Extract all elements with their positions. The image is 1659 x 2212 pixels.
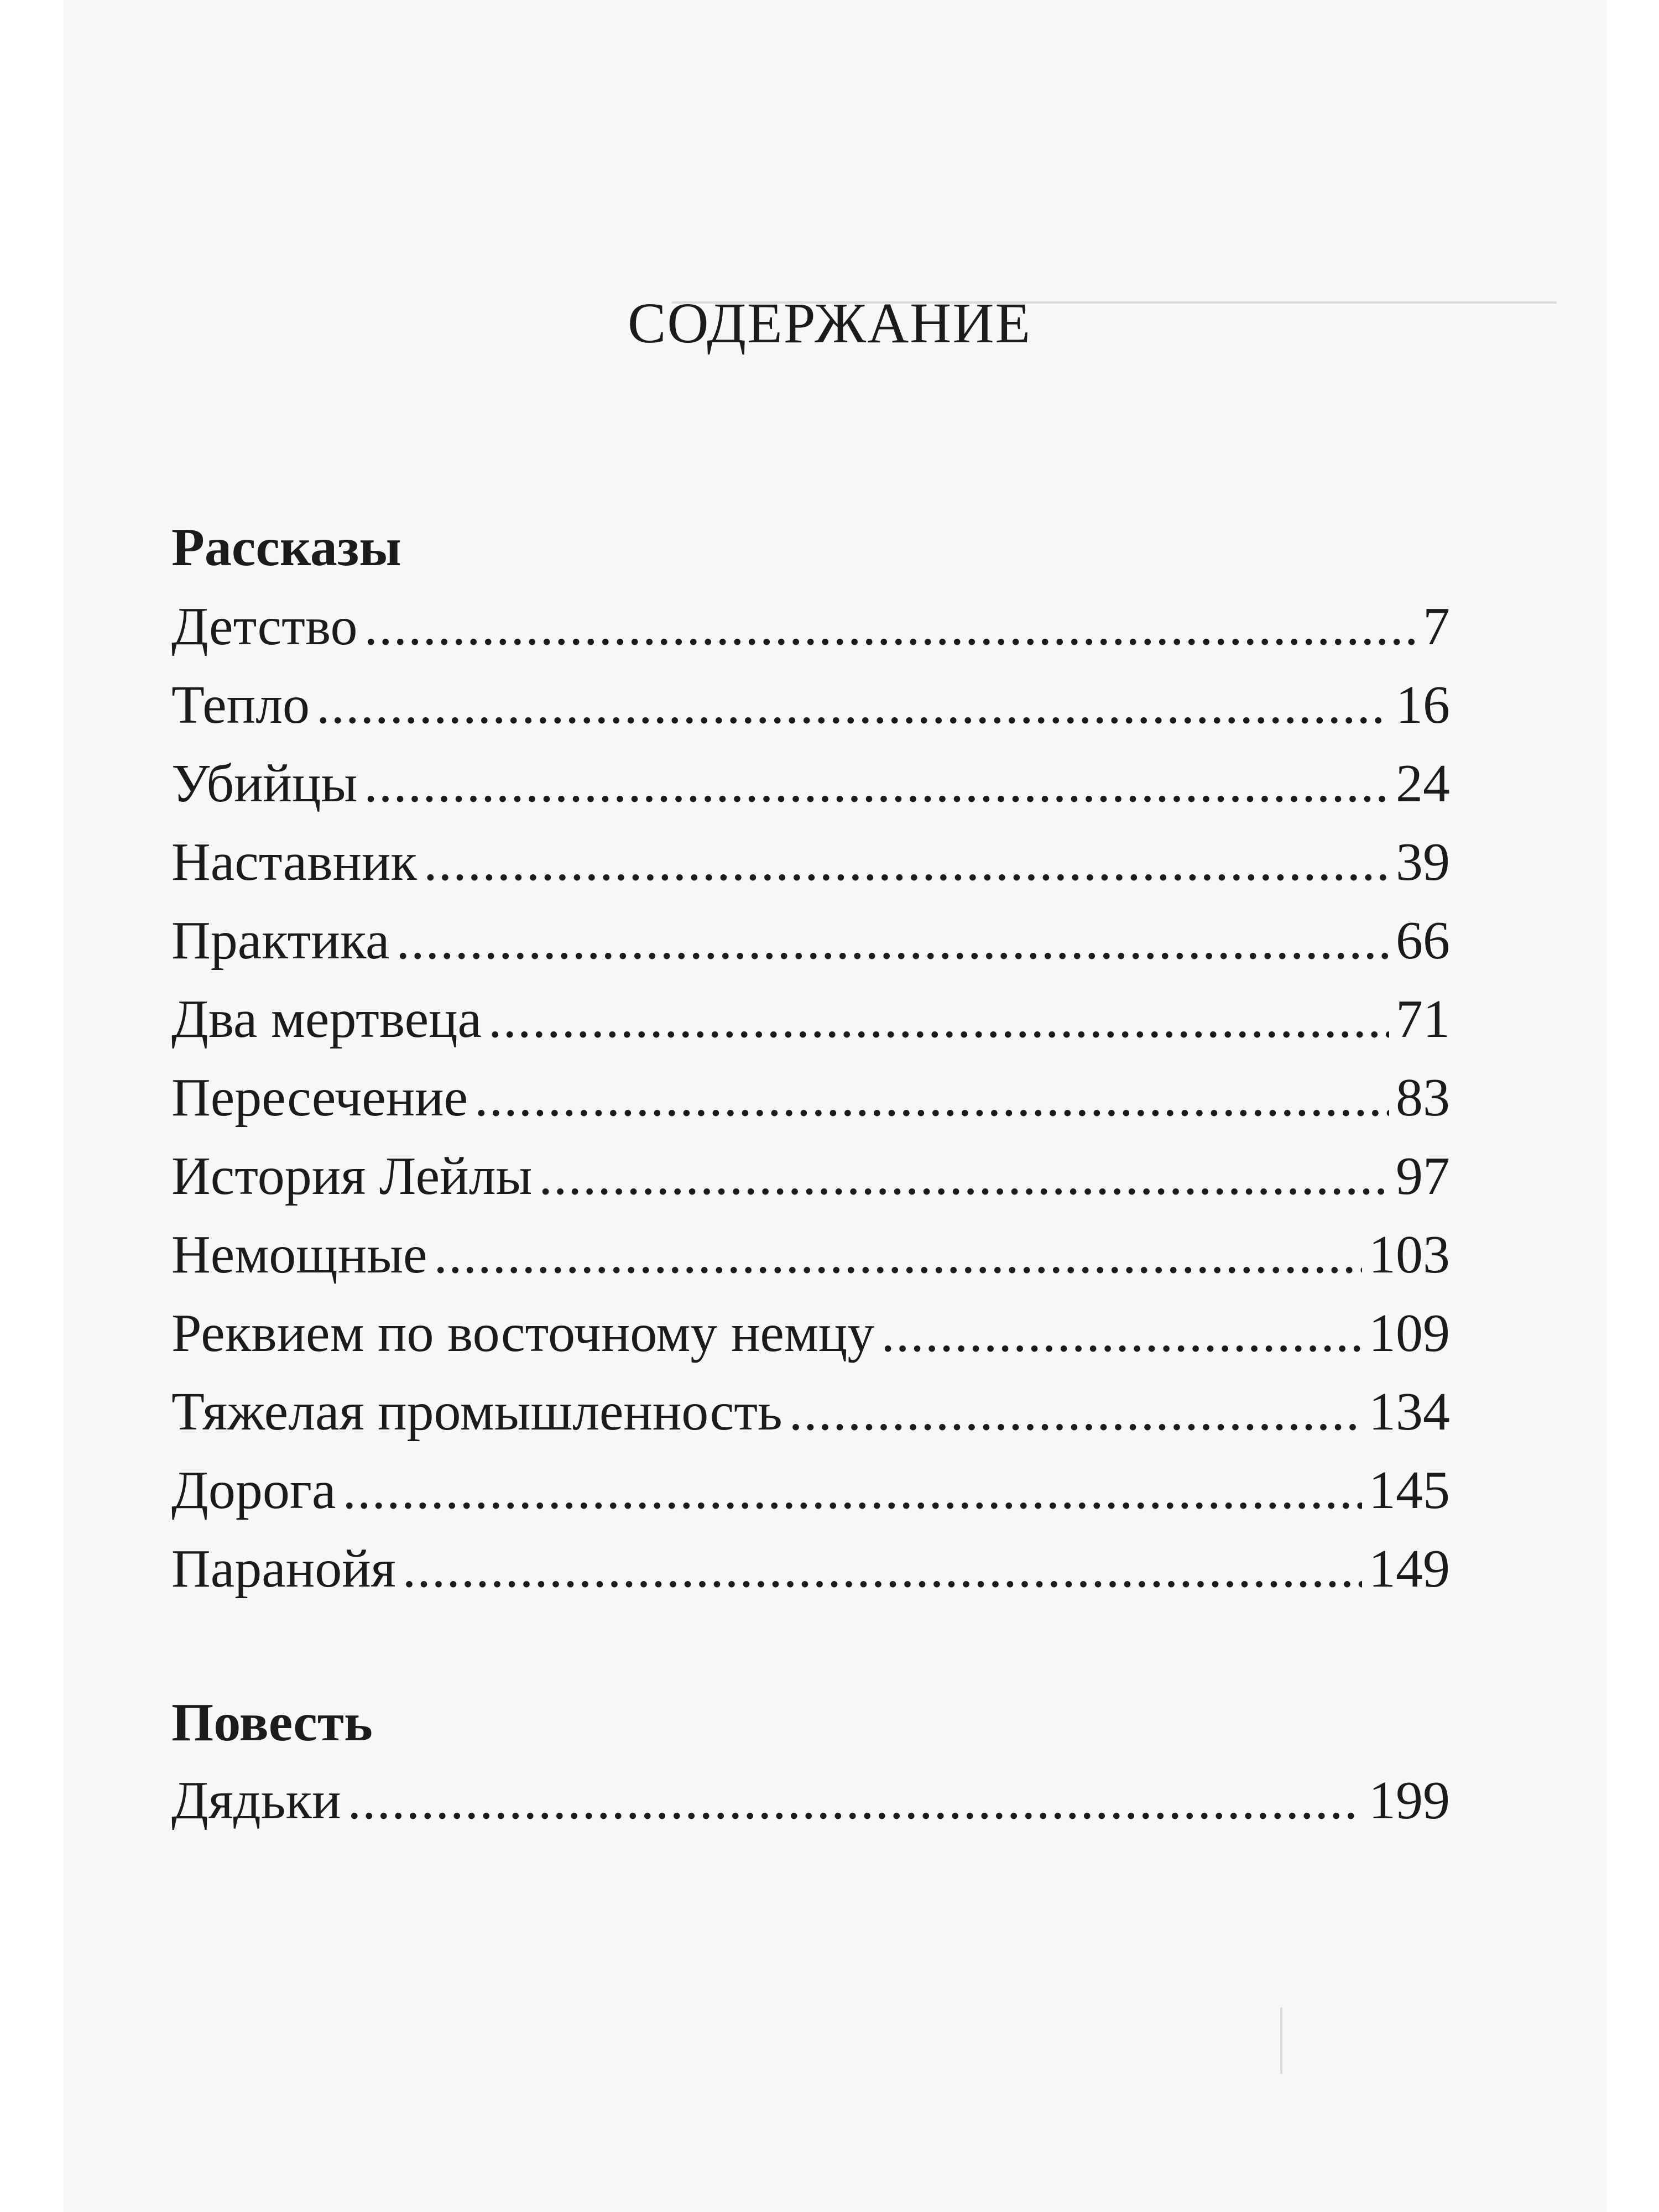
entry-page-number: 66 [1396, 911, 1450, 971]
dot-leader [403, 1530, 1362, 1608]
toc-entry [171, 1294, 1450, 1373]
toc-entry [171, 587, 1450, 666]
entry-title: Немощные [171, 1225, 427, 1285]
entry-page-number: 145 [1369, 1460, 1450, 1520]
entry-page-number: 199 [1369, 1771, 1450, 1830]
dot-leader [474, 1058, 1389, 1137]
bleed-through-rule [1280, 2007, 1282, 2074]
toc-entry [171, 901, 1450, 980]
entry-page-number: 134 [1369, 1382, 1450, 1442]
dot-leader [789, 1373, 1362, 1451]
entry-title: Тяжелая промышленность [171, 1382, 782, 1442]
entry-page-number: 24 [1396, 754, 1450, 813]
entry-page-number: 109 [1369, 1303, 1450, 1363]
section-title-stories: Рассказы [171, 518, 401, 577]
dot-leader [881, 1294, 1362, 1373]
toc-entry [171, 744, 1450, 823]
toc-entry [171, 823, 1450, 901]
toc-entry [171, 980, 1450, 1058]
entry-title: Паранойя [171, 1539, 396, 1599]
entry-title: Детство [171, 597, 358, 656]
dot-leader [316, 666, 1389, 744]
toc-entry [171, 666, 1450, 744]
toc-entry [171, 1137, 1450, 1215]
dot-leader [397, 901, 1390, 980]
dot-leader [364, 744, 1389, 823]
toc-list-stories [171, 587, 1450, 1608]
dot-leader [348, 1761, 1362, 1840]
entry-title: Наставник [171, 832, 418, 892]
entry-page-number: 103 [1369, 1225, 1450, 1285]
dot-leader [424, 823, 1389, 901]
dot-leader [343, 1451, 1362, 1530]
toc-entry [171, 1451, 1450, 1530]
toc-entry [171, 1058, 1450, 1137]
entry-title: Убийцы [171, 754, 358, 813]
entry-page-number: 16 [1396, 675, 1450, 735]
entry-title: Два мертвеца [171, 989, 482, 1049]
toc-entry [171, 1215, 1450, 1294]
entry-title: Тепло [171, 675, 310, 735]
section-title-novella: Повесть [171, 1693, 373, 1752]
entry-page-number: 7 [1423, 597, 1450, 656]
dot-leader [364, 587, 1417, 666]
entry-page-number: 97 [1396, 1146, 1450, 1206]
entry-page-number: 39 [1396, 832, 1450, 892]
entry-title: История Лейлы [171, 1146, 533, 1206]
entry-title: Пересечение [171, 1068, 468, 1128]
toc-entry [171, 1373, 1450, 1451]
toc-list-novella [171, 1761, 1450, 1840]
dot-leader [488, 980, 1389, 1058]
dot-leader [434, 1215, 1362, 1294]
entry-title: Практика [171, 911, 390, 971]
dot-leader [539, 1137, 1389, 1215]
toc-heading: СОДЕРЖАНИЕ [628, 291, 1031, 355]
entry-title: Дорога [171, 1460, 336, 1520]
entry-title: Дядьки [171, 1771, 341, 1830]
toc-entry [171, 1761, 1450, 1840]
toc-entry [171, 1530, 1450, 1608]
entry-page-number: 83 [1396, 1068, 1450, 1128]
entry-page-number: 149 [1369, 1539, 1450, 1599]
entry-page-number: 71 [1396, 989, 1450, 1049]
entry-title: Реквием по восточному немцу [171, 1303, 875, 1363]
